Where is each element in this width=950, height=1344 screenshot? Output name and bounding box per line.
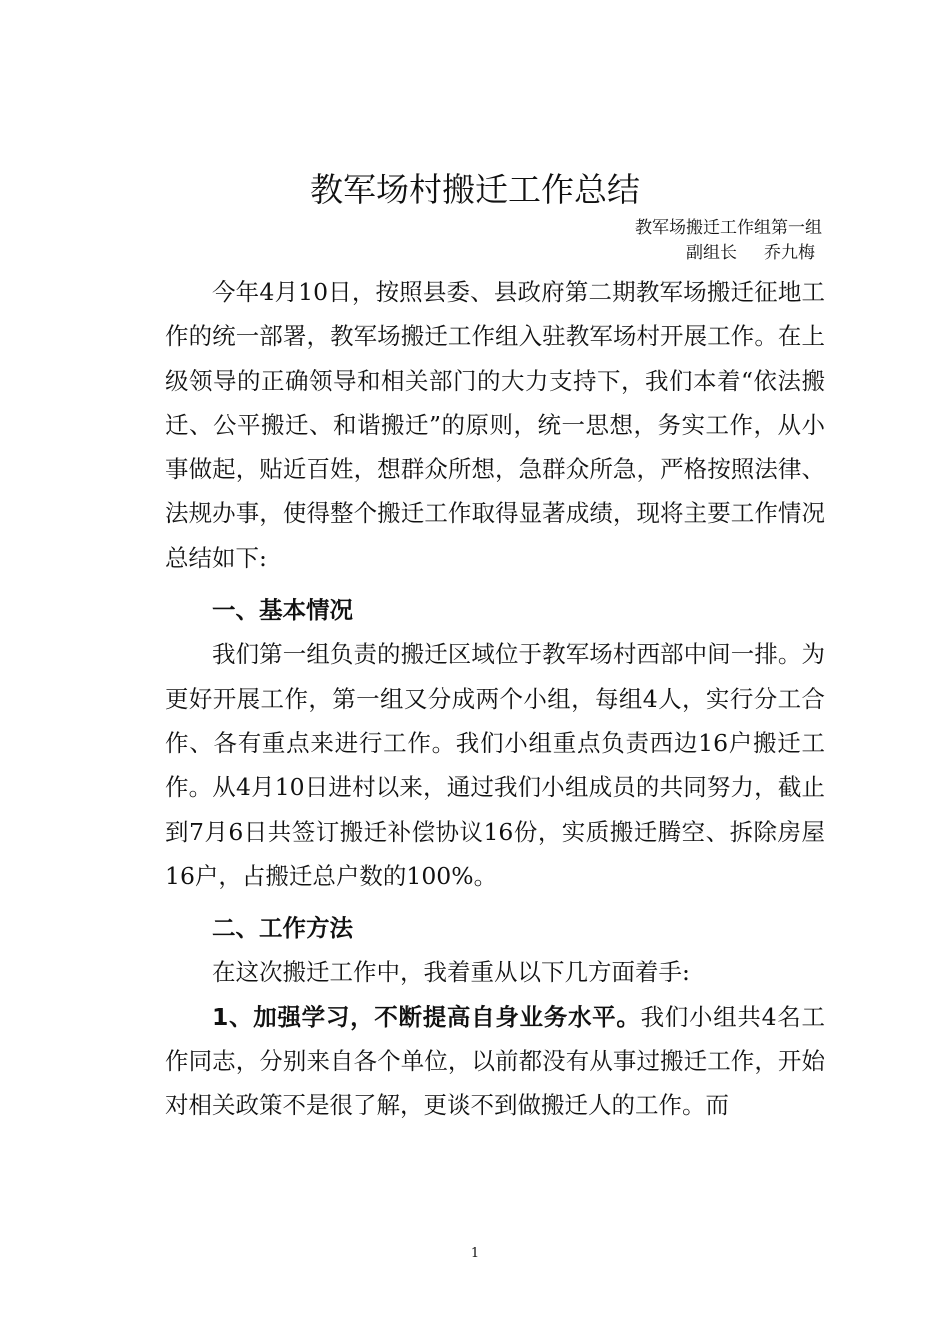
section-heading-basic-situation: 一、基本情况 bbox=[212, 596, 353, 625]
work-methods-intro: 在这次搬迁工作中，我着重从以下几方面着手: bbox=[212, 958, 690, 987]
page-number: 1 bbox=[470, 1246, 480, 1261]
byline-organization: 教军场搬迁工作组第一组 bbox=[635, 218, 822, 238]
document-title: 教军场村搬迁工作总结 bbox=[310, 170, 640, 209]
document-body bbox=[165, 270, 825, 1128]
method-item-1 bbox=[165, 995, 825, 1128]
intro-paragraph: 今年4月10日，按照县委、县政府第二期教军场搬迁征地工作的统一部署，教军场搬迁工作组入驻教军场村开展工作。在上级领导的正确领导和相关部门的大力支持下，我们本着“依法搬迁、公平搬迁、和谐搬迁”的原则，统一思想，务实工作，从小事做起，贴近百姓，想群众所想，急群众所急，严格按照法律、法规办事，使得整个搬迁工作取得显著成绩，现将主要工作情况总结如下: bbox=[165, 278, 825, 572]
section-heading-work-methods: 二、工作方法 bbox=[212, 914, 353, 943]
method-item-1-lead: 1、加强学习，不断提高自身业务水平。 bbox=[212, 1002, 641, 1031]
basic-situation-paragraph: 我们第一组负责的搬迁区域位于教军场村西部中间一排。为更好开展工作，第一组又分成两个小组，每组4人，实行分工合作、各有重点来进行工作。我们小组重点负责西边16户搬迁工作。从4月10日进村以来，通过我们小组成员的共同努力，截止到7月6日共签订搬迁补偿协议16份，实质搬迁腾空、拆除房屋16户，占搬迁总户数的100%。 bbox=[165, 640, 825, 890]
method-item-1-body: 我们小组共4名工作同志，分别来自各个单位，以前都没有从事过搬迁工作，开始对相关政策不是很了解，更谈不到做搬迁人的工作。而 bbox=[165, 1002, 825, 1120]
byline-author: 副组长 乔九梅 bbox=[685, 243, 815, 263]
